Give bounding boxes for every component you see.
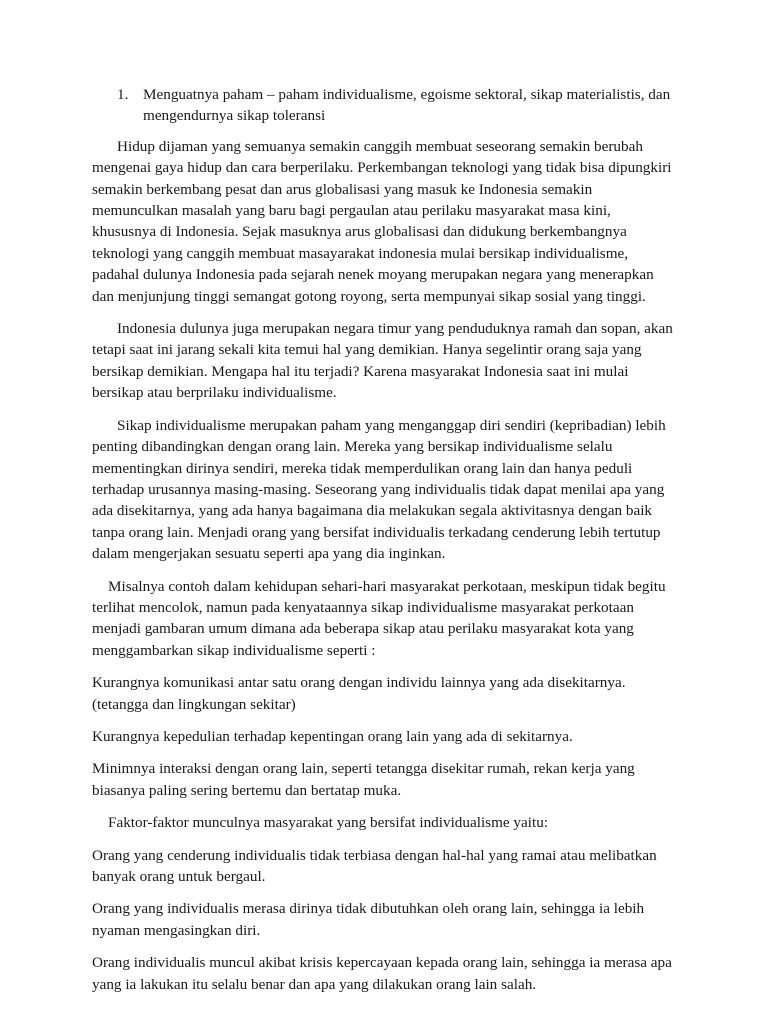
numbered-heading xyxy=(92,84,676,127)
paragraph-factor-crowds: Orang yang cenderung individualis tidak terbiasa dengan hal-hal yang ramai atau melibatkan banyak orang untuk bergaul. xyxy=(92,846,657,885)
paragraph-individualism-definition: Sikap individualisme merupakan paham yang menganggap diri sendiri (kepribadian) lebih penting dibandingkan dengan orang lain. Mereka yang bersikap individualisme selalu mementingkan dirinya sendiri, mereka tidak memperdulikan orang lain dan hanya peduli terhadap urusannya masing-masing. Seseorang yang individualis tidak dapat menilai apa yang ada disekitarnya, yang ada hanya bagaimana dia melakukan segala aktivitasnya dengan baik tanpa orang lain. Menjadi orang yang bersifat individualis terkadang cenderung lebih tertutup dalam mengerjakan sesuatu seperti apa yang dia inginkan. xyxy=(92,416,666,563)
paragraph-eastern-nation: Indonesia dulunya juga merupakan negara timur yang penduduknya ramah dan sopan, akan tetapi saat ini jarang sekali kita temui hal yang demikian. Hanya segelintir orang saja yang bersikap demikian. Mengapa hal itu terjadi? Karena masyarakat Indonesia saat ini mulai bersikap atau berprilaku individualisme. xyxy=(92,320,673,402)
document-page xyxy=(92,84,676,1006)
paragraph-lack-care: Kurangnya kepedulian terhadap kepentingan orang lain yang ada di sekitarnya. xyxy=(92,727,573,745)
paragraph-factor-not-needed: Orang yang individualis merasa dirinya tidak dibutuhkan oleh orang lain, sehingga ia lebih nyaman mengasingkan diri. xyxy=(92,900,645,939)
paragraph-lack-communication: Kurangnya komunikasi antar satu orang dengan individu lainnya yang ada disekitarnya. (tetangga dan lingkungan sekitar) xyxy=(92,674,626,713)
paragraph-urban-example: Misalnya contoh dalam kehidupan sehari-hari masyarakat perkotaan, meskipun tidak begitu terlihat mencolok, namun pada kenyataannya sikap individualisme masyarakat perkotaan menjadi gambaran umum dimana ada beberapa sikap atau perilaku masyarakat kota yang menggambarkan sikap individualisme seperti : xyxy=(92,577,666,659)
list-heading-text: Menguatnya paham – paham individualisme, egoisme sektoral, sikap materialistis, dan mengendurnya sikap toleransi xyxy=(143,86,671,125)
paragraph-factors-intro: Faktor-faktor munculnya masyarakat yang bersifat individualisme yaitu: xyxy=(108,814,549,832)
paragraph-minimal-interaction: Minimnya interaksi dengan orang lain, seperti tetangga disekitar rumah, rekan kerja yang biasanya paling sering bertemu dan bertatap muka. xyxy=(92,760,635,799)
paragraph-globalization: Hidup dijaman yang semuanya semakin canggih membuat seseorang semakin berubah mengenai gaya hidup dan cara berperilaku. Perkembangan teknologi yang tidak bisa dipungkiri semakin berkembang pesat dan arus globalisasi yang masuk ke Indonesia semakin memunculkan masalah yang baru bagi pergaulan atau perilaku masyarakat masa kini, khususnya di Indonesia. Sejak masuknya arus globalisasi dan didukung berkembangnya teknologi yang canggih membuat masayarakat indonesia mulai bersikap individualisme, padahal dulunya Indonesia pada sejarah nenek moyang merupakan negara yang menerapkan dan menjunjung tinggi semangat gotong royong, serta mempunyai sikap sosial yang tinggi. xyxy=(92,137,672,305)
list-number: 1. xyxy=(117,86,129,103)
paragraph-factor-trust-crisis: Orang individualis muncul akibat krisis kepercayaan kepada orang lain, sehingga ia merasa apa yang ia lakukan itu selalu benar dan apa yang dilakukan orang lain salah. xyxy=(92,954,672,993)
